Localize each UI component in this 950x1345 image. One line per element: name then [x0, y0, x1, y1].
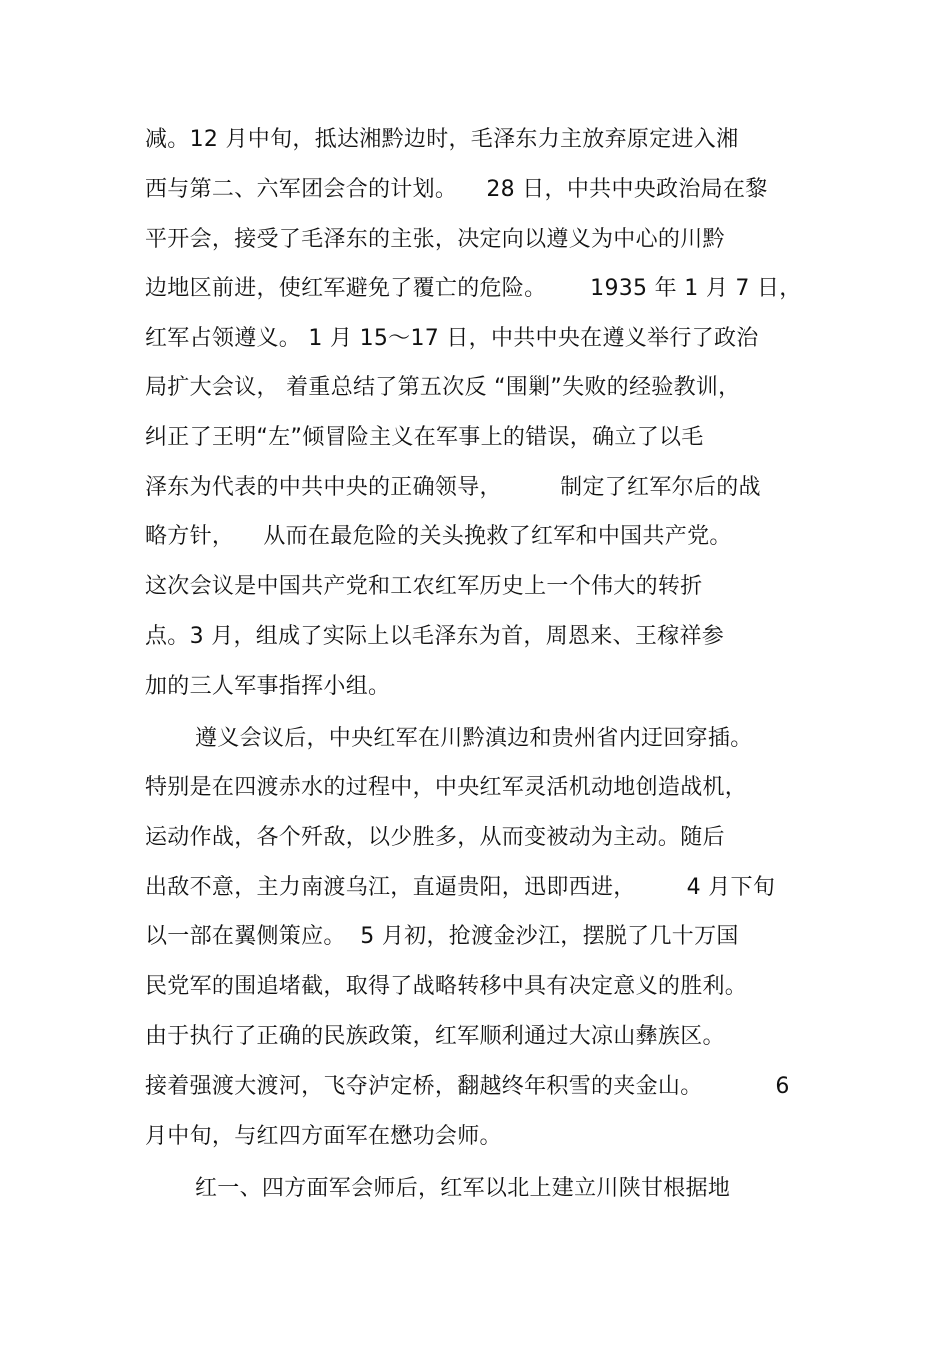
text-line: 西与第二、六军团会合的计划。 28 日，中共中央政治局在黎 [145, 177, 768, 202]
text-line: 纠正了王明“左”倾冒险主义在军事上的错误，确立了以毛 [145, 425, 704, 450]
text-line: 运动作战，各个歼敌，以少胜多，从而变被动为主动。随后 [145, 825, 725, 850]
text-line: 略方针， 从而在最危险的关头挽救了红军和中国共产党。 [145, 524, 732, 549]
text-line: 局扩大会议， 着重总结了第五次反 “围剿”失败的经验教训， [145, 375, 741, 400]
text-line: 点。3 月，组成了实际上以毛泽东为首，周恩来、王稼祥参 [145, 624, 725, 649]
text-line: 减。12 月中旬，抵达湘黔边时，毛泽东力主放弃原定进入湘 [145, 127, 739, 152]
text-line: 平开会，接受了毛泽东的主张，决定向以遵义为中心的川黔 [145, 227, 725, 252]
text-line: 接着强渡大渡河，飞夺泸定桥，翻越终年积雪的夹金山。 6 [145, 1074, 790, 1099]
text-line: 出敌不意，主力南渡乌江，直逼贵阳，迅即西进， 4 月下旬 [145, 875, 776, 900]
text-line: 边地区前进，使红军避免了覆亡的危险。 1935 年 1 月 7 日， [145, 276, 802, 301]
text-line: 由于执行了正确的民族政策，红军顺利通过大凉山彝族区。 [145, 1024, 725, 1049]
text-line: 民党军的围追堵截，取得了战略转移中具有决定意义的胜利。 [145, 974, 748, 999]
paragraph-first-line: 红一、四方面军会师后，红军以北上建立川陕甘根据地 [195, 1176, 731, 1201]
text-line: 月中旬，与红四方面军在懋功会师。 [145, 1124, 502, 1149]
text-line: 特别是在四渡赤水的过程中，中央红军灵活机动地创造战机， [145, 775, 748, 800]
paragraph-first-line: 遵义会议后，中央红军在川黔滇边和贵州省内迂回穿插。 [195, 726, 753, 751]
text-line: 加的三人军事指挥小组。 [145, 674, 391, 699]
text-line: 红军占领遵义。 1 月 15～17 日，中共中央在遵义举行了政治 [145, 326, 759, 351]
text-line: 这次会议是中国共产党和工农红军历史上一个伟大的转折 [145, 574, 703, 599]
text-line: 以一部在翼侧策应。 5 月初，抢渡金沙江，摆脱了几十万国 [145, 924, 739, 949]
text-line: 泽东为代表的中共中央的正确领导， 制定了红军尔后的战 [145, 475, 761, 500]
